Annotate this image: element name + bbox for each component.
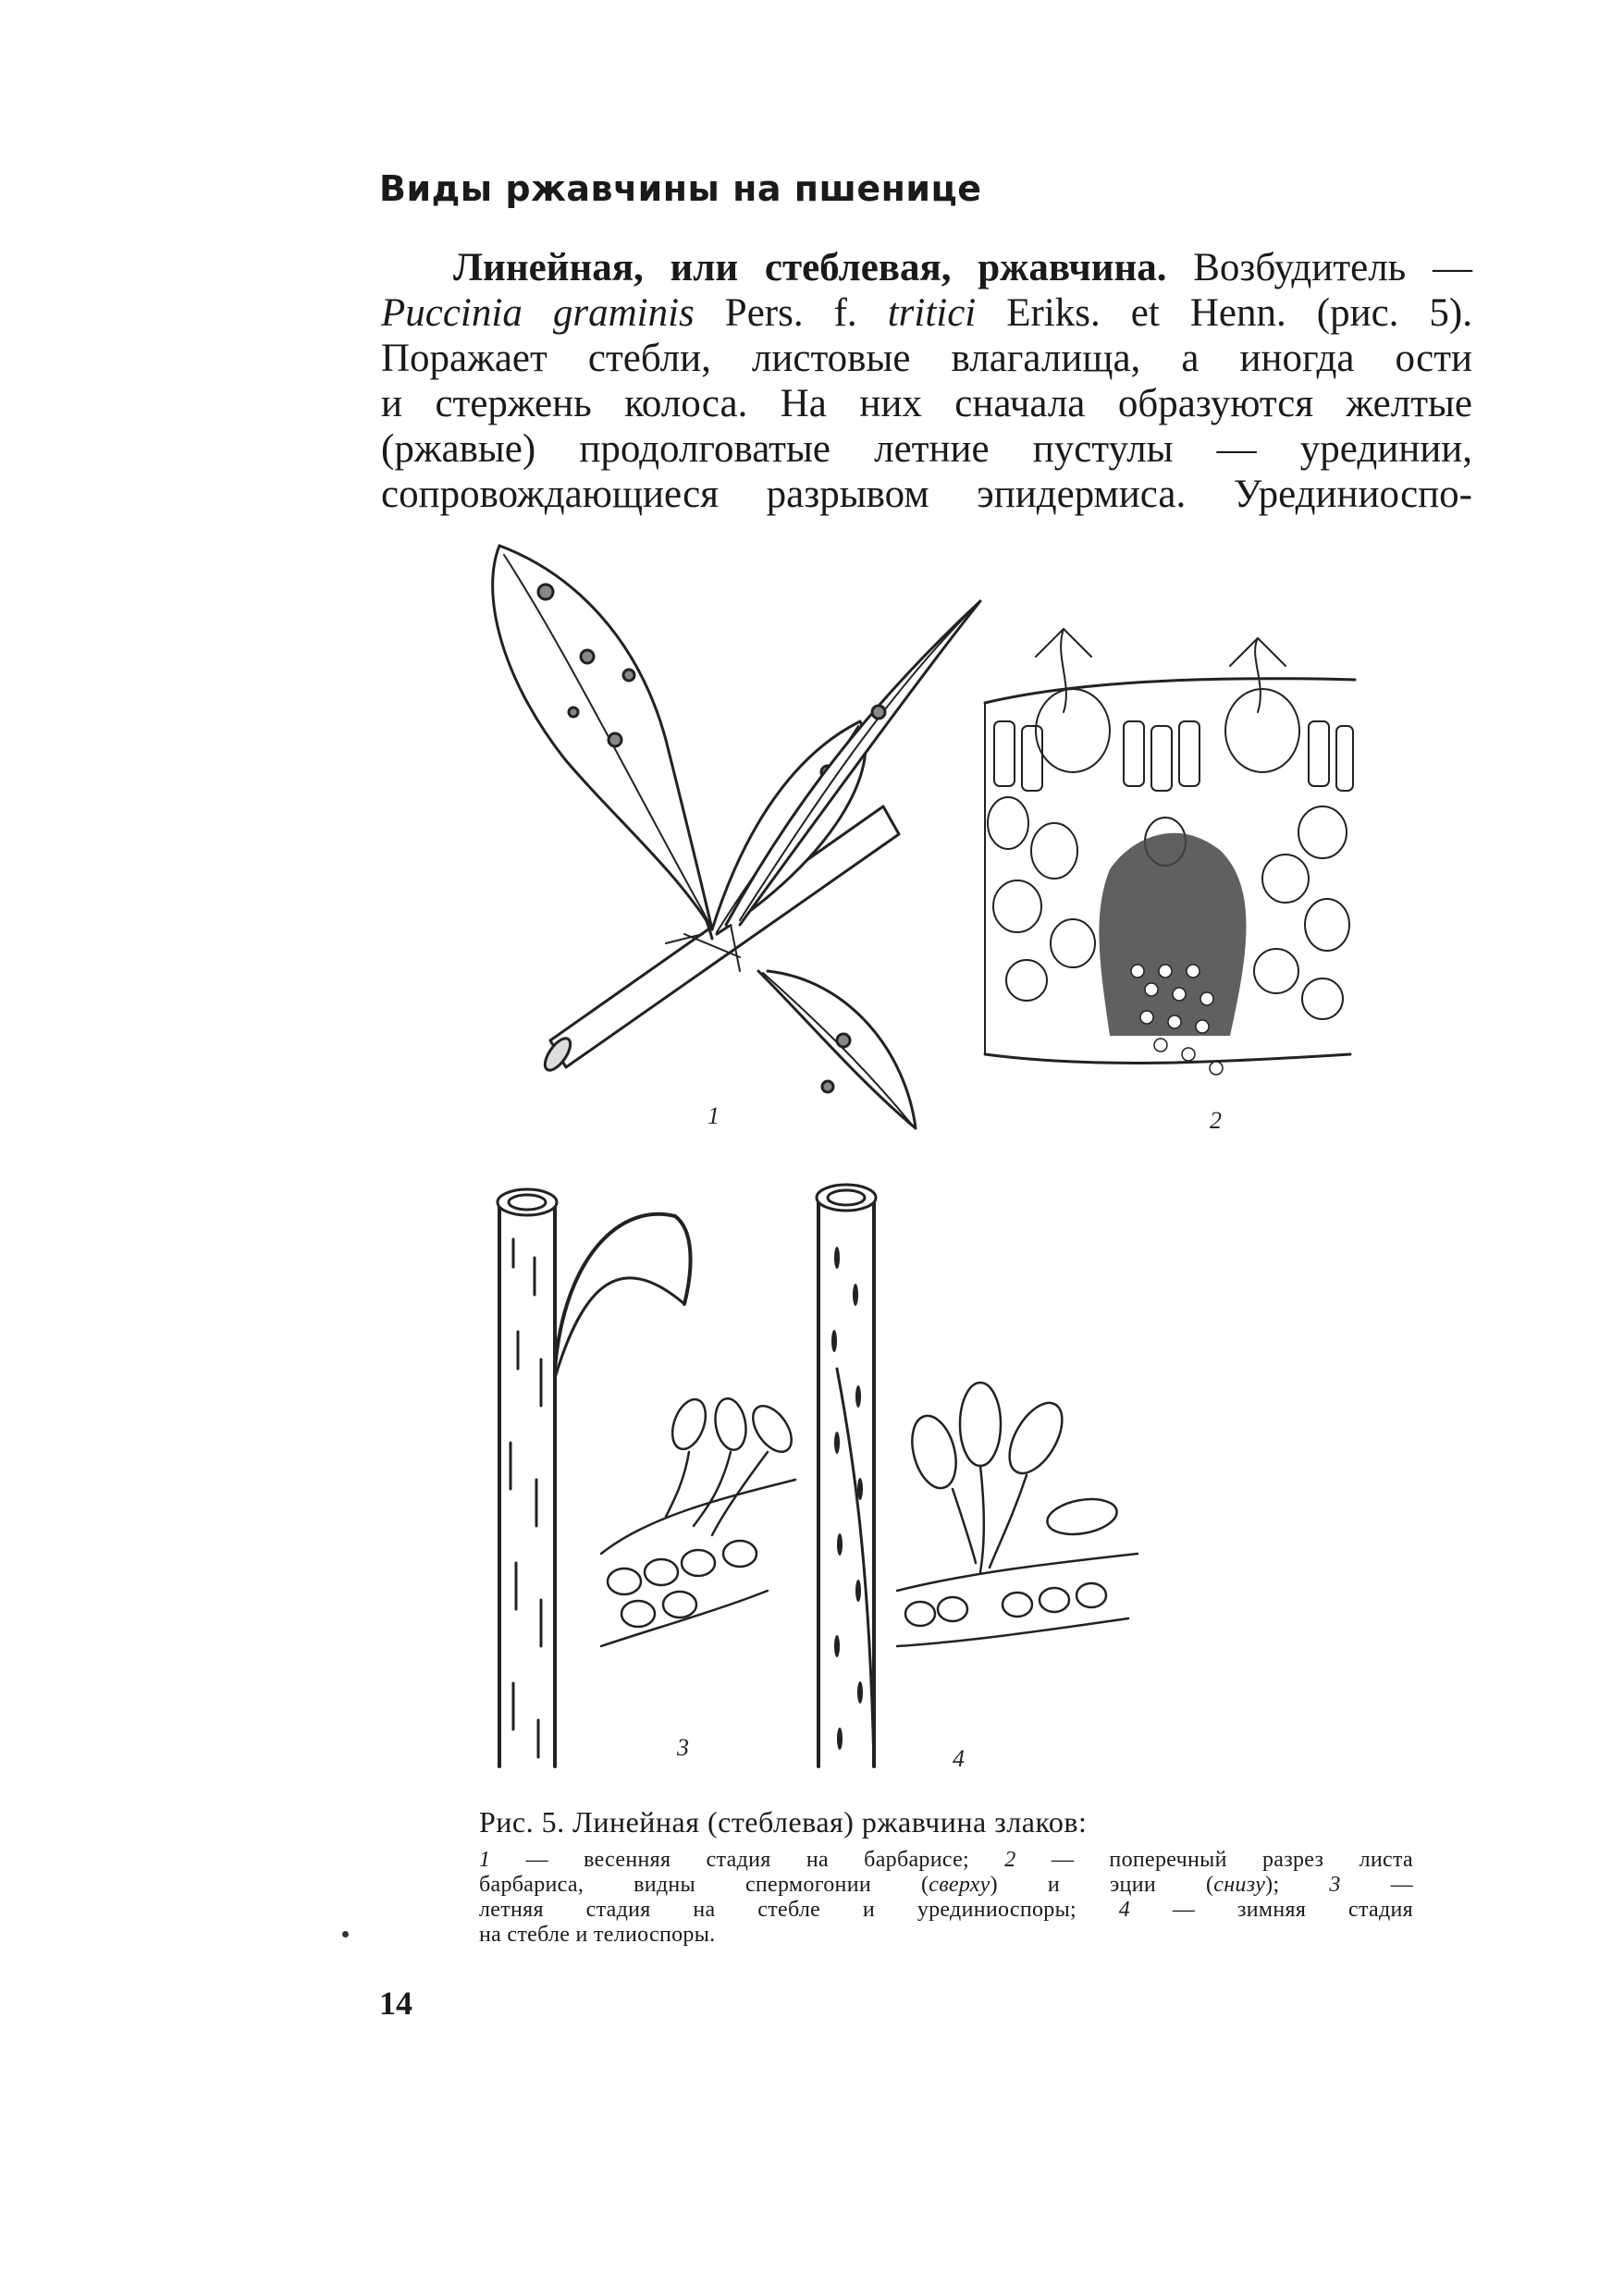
paragraph-line-5: (ржавые) продолговатые летние пустулы — урединии, xyxy=(381,427,1472,471)
author-2: Eriks. et Henn. (рис. 5). xyxy=(1006,291,1472,335)
page-number: 14 xyxy=(379,1985,412,2022)
caption-text-6: летняя стадия на стебле и урединиоспоры; xyxy=(479,1898,1077,1922)
paragraph-term: Линейная, или стеблевая, ржавчина. xyxy=(453,246,1167,289)
latin-genus: Puccinia graminis xyxy=(381,291,695,335)
print-speck xyxy=(342,1931,349,1937)
figure-label-4: 4 xyxy=(953,1745,965,1772)
caption-line-2 xyxy=(479,1873,1413,1898)
summer-stage-stem-drawing xyxy=(498,1189,799,1766)
caption-num-1: 1 xyxy=(479,1848,491,1872)
latin-form: tritici xyxy=(887,291,977,335)
caption-num-2: 2 xyxy=(1004,1848,1016,1872)
section-heading: Виды ржавчины на пшенице xyxy=(379,168,982,209)
caption-text-4: ) и эции ( xyxy=(990,1873,1214,1897)
paragraph-line-3: Поражает стебли, листовые влагалища, а иногда ости xyxy=(381,337,1472,380)
caption-text-5: ); xyxy=(1265,1873,1280,1897)
caption-line-1 xyxy=(479,1848,1413,1873)
barberry-branch-drawing xyxy=(493,546,980,1128)
figure-illustration xyxy=(462,536,1406,1794)
caption-dash: — xyxy=(1390,1873,1413,1897)
figure-label-1: 1 xyxy=(707,1102,720,1129)
caption-italic-top: сверху xyxy=(929,1873,990,1897)
paragraph-line1-rest: Возбудитель — xyxy=(1193,246,1472,289)
caption-num-3: 3 xyxy=(1329,1873,1341,1897)
caption-italic-bottom: снизу xyxy=(1213,1873,1266,1897)
paragraph-line-6: сопровождающиеся разрывом эпидермиса. Урединиоспо- xyxy=(381,473,1472,516)
leaf-cross-section-drawing xyxy=(980,629,1359,1075)
caption-text-2: — поперечный разрез листа xyxy=(1051,1848,1413,1872)
caption-num-4: 4 xyxy=(1118,1898,1131,1922)
figure-caption-body xyxy=(479,1848,1413,1948)
caption-text-1: — весенняя стадия на барбарисе; xyxy=(525,1848,970,1872)
winter-stage-stem-drawing xyxy=(817,1185,1138,1766)
figure-label-3: 3 xyxy=(677,1734,689,1761)
figure-5 xyxy=(462,536,1406,1794)
paragraph-line-4: и стержень колоса. На них сначала образуются желтые xyxy=(381,382,1472,425)
caption-line-4: на стебле и телиоспоры. xyxy=(479,1923,716,1947)
figure-caption-title: Рис. 5. Линейная (стеблевая) ржавчина злаков: xyxy=(479,1805,1088,1839)
paragraph-line-2 xyxy=(381,290,1472,336)
paragraph-line-1 xyxy=(381,245,1472,290)
caption-text-3: барбариса, видны спермогонии ( xyxy=(479,1873,929,1897)
caption-line-3 xyxy=(479,1898,1413,1923)
caption-text-7: — зимняя стадия xyxy=(1172,1898,1413,1922)
body-paragraph xyxy=(381,245,1472,517)
figure-label-2: 2 xyxy=(1210,1107,1222,1134)
author-1: Pers. f. xyxy=(724,291,857,335)
